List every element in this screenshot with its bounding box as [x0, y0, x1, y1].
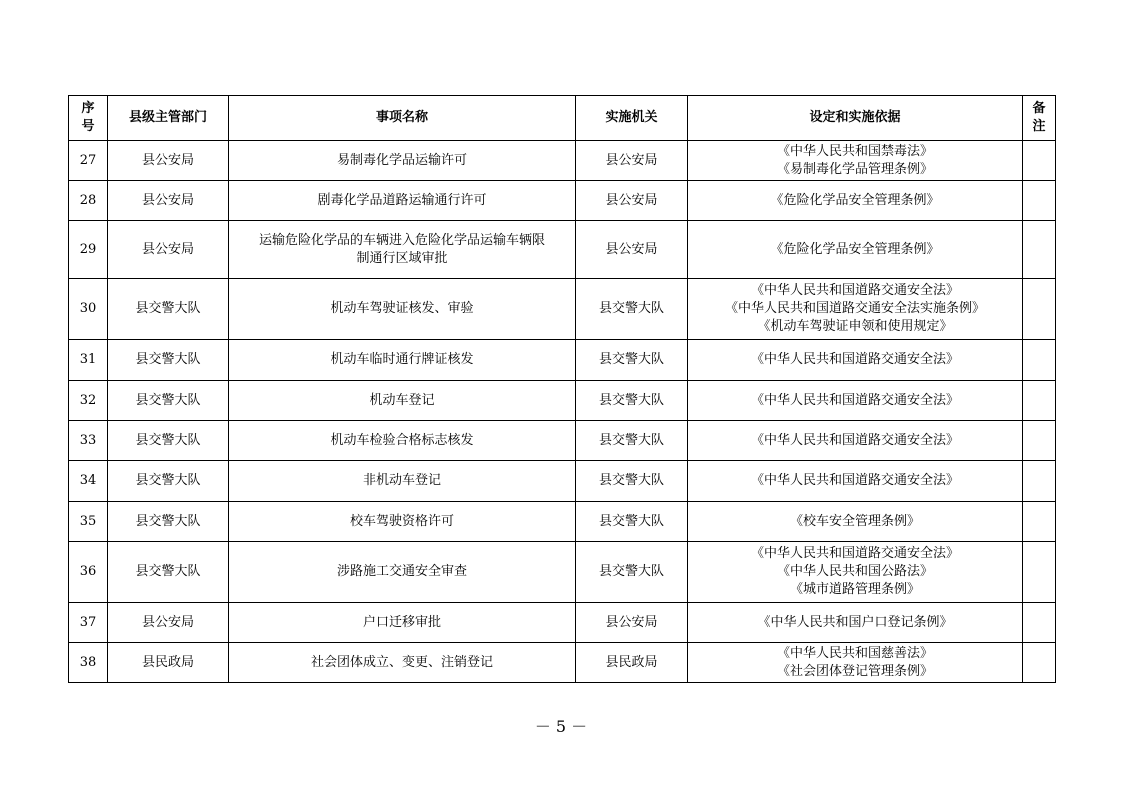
cell-agency: 县交警大队 [576, 421, 688, 461]
cell-item-name [229, 421, 576, 461]
cell-serial-number: 31 [69, 340, 108, 381]
table-row [69, 340, 1056, 381]
cell-item-name [229, 502, 576, 542]
cell-agency: 县公安局 [576, 141, 688, 181]
cell-legal-basis-line: 《中华人民共和国道路交通安全法》 [750, 352, 959, 367]
cell-item-name-line: 涉路施工交通安全审查 [336, 564, 467, 579]
cell-legal-basis-line: 《中华人民共和国道路交通安全法》 [750, 392, 959, 408]
cell-legal-basis [688, 603, 1023, 643]
cell-remark [1023, 181, 1056, 221]
cell-legal-basis-line: 《中华人民共和国道路交通安全法》 [750, 432, 959, 448]
cell-department: 县交警大队 [108, 502, 229, 542]
cell-legal-basis-line: 《中华人民共和国慈善法》 [776, 645, 933, 661]
cell-item-name [229, 340, 576, 381]
cell-legal-basis-line: 《中华人民共和国道路交通安全法实施条例》 [724, 301, 985, 316]
cell-item-name-line: 机动车检验合格标志核发 [330, 432, 474, 448]
cell-item-name-line: 运输危险化学品的车辆进入危险化学品运输车辆限 [258, 232, 545, 248]
table-row [69, 381, 1056, 421]
table-header-row [69, 96, 1056, 141]
header-legal-basis: 设定和实施依据 [688, 96, 1023, 141]
cell-legal-basis [688, 502, 1023, 542]
cell-legal-basis [688, 340, 1023, 381]
cell-agency: 县民政局 [576, 643, 688, 683]
cell-legal-basis-line: 《中华人民共和国户口登记条例》 [757, 614, 953, 630]
cell-agency: 县交警大队 [576, 381, 688, 421]
cell-serial-number: 33 [69, 421, 108, 461]
cell-legal-basis [688, 221, 1023, 279]
cell-item-name [229, 542, 576, 603]
cell-legal-basis-line: 《城市道路管理条例》 [789, 582, 920, 597]
cell-remark [1023, 221, 1056, 279]
table-row [69, 542, 1056, 603]
cell-legal-basis [688, 461, 1023, 502]
cell-item-name [229, 603, 576, 643]
header-item-name: 事项名称 [229, 96, 576, 141]
cell-item-name-line: 机动车临时通行牌证核发 [330, 352, 474, 367]
cell-legal-basis-line: 《危险化学品安全管理条例》 [770, 241, 940, 257]
cell-remark [1023, 279, 1056, 340]
cell-remark [1023, 603, 1056, 643]
cell-remark [1023, 542, 1056, 603]
table-row [69, 421, 1056, 461]
table-row [69, 643, 1056, 683]
cell-item-name-line: 户口迁移审批 [362, 614, 441, 630]
cell-agency: 县公安局 [576, 221, 688, 279]
cell-remark [1023, 461, 1056, 502]
cell-item-name [229, 381, 576, 421]
page-number: － 5 － [534, 717, 588, 736]
cell-item-name-line: 剧毒化学品道路运输通行许可 [317, 192, 487, 208]
cell-item-name-line: 机动车登记 [369, 392, 435, 408]
cell-department: 县交警大队 [108, 421, 229, 461]
cell-remark [1023, 643, 1056, 683]
cell-item-name [229, 141, 576, 181]
cell-item-name [229, 279, 576, 340]
cell-department: 县民政局 [108, 643, 229, 683]
cell-agency: 县公安局 [576, 181, 688, 221]
table-row [69, 221, 1056, 279]
cell-legal-basis-line: 《中华人民共和国禁毒法》 [776, 143, 933, 159]
cell-agency: 县交警大队 [576, 502, 688, 542]
cell-remark [1023, 141, 1056, 181]
cell-legal-basis [688, 381, 1023, 421]
cell-legal-basis-line: 《机动车驾驶证申领和使用规定》 [757, 319, 953, 334]
cell-department: 县交警大队 [108, 461, 229, 502]
cell-legal-basis-line: 《中华人民共和国道路交通安全法》 [750, 473, 959, 488]
table-row [69, 141, 1056, 181]
cell-legal-basis [688, 141, 1023, 181]
cell-legal-basis [688, 421, 1023, 461]
cell-item-name-line: 校车驾驶资格许可 [349, 513, 454, 529]
cell-item-name [229, 221, 576, 279]
cell-legal-basis-line: 《中华人民共和国公路法》 [776, 564, 933, 579]
cell-agency: 县交警大队 [576, 340, 688, 381]
cell-serial-number: 34 [69, 461, 108, 502]
table-row [69, 461, 1056, 502]
table-body [69, 141, 1056, 683]
cell-remark [1023, 340, 1056, 381]
cell-item-name-line: 制通行区域审批 [356, 250, 448, 266]
cell-item-name-line: 机动车驾驶证核发、审验 [330, 301, 474, 316]
table-row [69, 181, 1056, 221]
cell-legal-basis [688, 279, 1023, 340]
cell-department: 县公安局 [108, 141, 229, 181]
cell-remark [1023, 381, 1056, 421]
cell-item-name [229, 181, 576, 221]
table-row [69, 279, 1056, 340]
cell-department: 县交警大队 [108, 279, 229, 340]
cell-item-name [229, 643, 576, 683]
cell-agency: 县交警大队 [576, 279, 688, 340]
cell-department: 县公安局 [108, 221, 229, 279]
cell-item-name-line: 社会团体成立、变更、注销登记 [310, 654, 493, 670]
cell-serial-number: 37 [69, 603, 108, 643]
cell-legal-basis-line: 《校车安全管理条例》 [789, 513, 920, 529]
cell-department: 县交警大队 [108, 340, 229, 381]
header-remark: 备 注 [1023, 96, 1056, 141]
cell-serial-number: 30 [69, 279, 108, 340]
cell-remark [1023, 421, 1056, 461]
header-serial-number: 序 号 [69, 96, 108, 141]
cell-legal-basis-line: 《危险化学品安全管理条例》 [770, 192, 940, 208]
cell-serial-number: 27 [69, 141, 108, 181]
cell-legal-basis-line: 《中华人民共和国道路交通安全法》 [750, 546, 959, 561]
cell-agency: 县公安局 [576, 603, 688, 643]
cell-agency: 县交警大队 [576, 542, 688, 603]
table-row [69, 603, 1056, 643]
cell-serial-number: 28 [69, 181, 108, 221]
cell-department: 县公安局 [108, 181, 229, 221]
cell-item-name [229, 461, 576, 502]
cell-serial-number: 36 [69, 542, 108, 603]
cell-legal-basis-line: 《易制毒化学品管理条例》 [776, 161, 933, 177]
cell-serial-number: 38 [69, 643, 108, 683]
cell-legal-basis-line: 《中华人民共和国道路交通安全法》 [750, 283, 959, 298]
cell-legal-basis [688, 542, 1023, 603]
cell-item-name-line: 非机动车登记 [362, 473, 441, 488]
header-agency: 实施机关 [576, 96, 688, 141]
cell-item-name-line: 易制毒化学品运输许可 [336, 152, 467, 168]
cell-legal-basis-line: 《社会团体登记管理条例》 [776, 663, 933, 679]
cell-legal-basis [688, 643, 1023, 683]
cell-department: 县交警大队 [108, 381, 229, 421]
cell-serial-number: 32 [69, 381, 108, 421]
table-row [69, 502, 1056, 542]
cell-serial-number: 29 [69, 221, 108, 279]
cell-remark [1023, 502, 1056, 542]
cell-department: 县交警大队 [108, 542, 229, 603]
cell-serial-number: 35 [69, 502, 108, 542]
cell-agency: 县交警大队 [576, 461, 688, 502]
header-department: 县级主管部门 [108, 96, 229, 141]
cell-department: 县公安局 [108, 603, 229, 643]
cell-legal-basis [688, 181, 1023, 221]
approval-items-table [68, 95, 1056, 683]
